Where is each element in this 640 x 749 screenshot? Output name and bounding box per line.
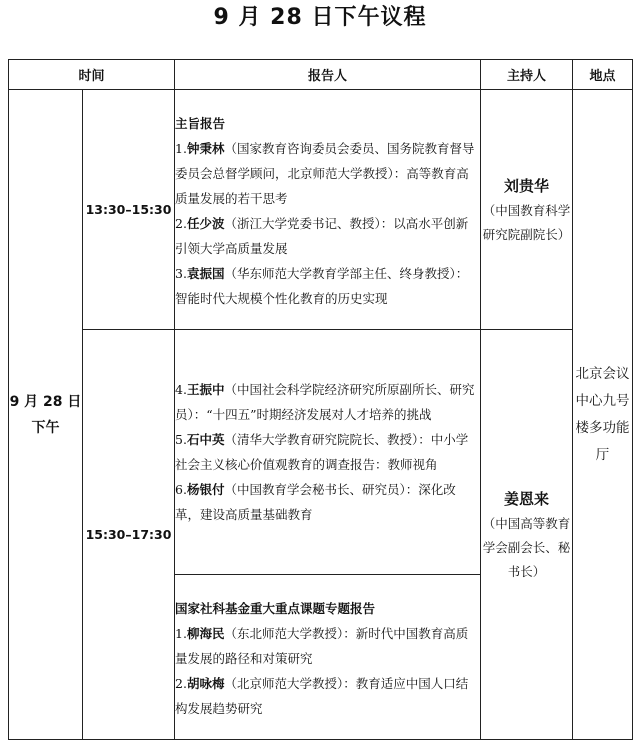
date-cell <box>9 90 83 740</box>
speaker-item <box>175 377 480 427</box>
item-number: 3. <box>175 266 187 281</box>
speaker-name: 王振中 <box>186 382 225 397</box>
speaker-item <box>175 136 480 211</box>
header-speaker: 报告人 <box>175 60 481 90</box>
header-time: 时间 <box>9 60 175 90</box>
host-cell-1 <box>481 90 573 330</box>
item-number: 5. <box>175 432 187 447</box>
session-row-1 <box>9 90 633 330</box>
speaker-detail: （东北师范大学教授）：新时代中国教育高质量发展的路径和对策研究 <box>175 626 469 666</box>
speaker-detail: （中国社会科学院经济研究所原副所长、研究员）：“十四五”时期经济发展对人才培养的挑战 <box>175 382 475 422</box>
time-slot-1: 13:30–15:30 <box>83 90 175 330</box>
speakers-cell-1 <box>175 90 481 330</box>
host-title: （中国高等教育学会副会长、秘书长） <box>482 515 571 579</box>
speaker-item <box>175 261 480 311</box>
agenda-table <box>8 59 633 740</box>
date-line-1: 9 月 28 日 <box>9 393 82 410</box>
speaker-detail: （清华大学教育研究院院长、教授）：中小学社会主义核心价值观教育的调查报告：教师视角 <box>175 432 469 472</box>
speaker-name: 石中英 <box>186 432 225 447</box>
speaker-item <box>175 427 480 477</box>
page-title: 9 月 28 日下午议程 <box>213 5 427 30</box>
item-number: 2. <box>175 676 187 691</box>
item-number: 6. <box>175 482 187 497</box>
section-title-keynote: 主旨报告 <box>175 116 226 131</box>
host-name: 刘贵华 <box>504 176 550 195</box>
host-title: （中国教育科学研究院副院长） <box>482 202 571 242</box>
speaker-name: 杨银付 <box>186 482 225 497</box>
header-host: 主持人 <box>481 60 573 90</box>
header-place: 地点 <box>573 60 633 90</box>
speaker-item <box>175 621 480 671</box>
speaker-name: 任少波 <box>186 216 225 231</box>
host-name: 姜恩来 <box>504 489 550 508</box>
item-number: 1. <box>175 141 187 156</box>
section-title-project: 国家社科基金重大重点课题专题报告 <box>175 601 376 616</box>
speaker-item <box>175 477 480 527</box>
item-number: 1. <box>175 626 187 641</box>
item-number: 4. <box>175 382 187 397</box>
speaker-item <box>175 211 480 261</box>
speakers-cell-2 <box>175 330 481 575</box>
speaker-detail: （浙江大学党委书记、教授）：以高水平创新引领大学高质量发展 <box>175 216 469 256</box>
date-line-2: 下午 <box>31 419 60 436</box>
speaker-name: 柳海民 <box>186 626 225 641</box>
speaker-name: 钟秉林 <box>186 141 225 156</box>
speaker-detail: （国家教育咨询委员会委员、国务院教育督导委员会总督学顾问，北京师范大学教授）：高等教育高质量发展的若干思考 <box>175 141 475 206</box>
session-row-2 <box>9 330 633 575</box>
host-cell-2 <box>481 330 573 740</box>
speaker-name: 袁振国 <box>186 266 225 281</box>
item-number: 2. <box>175 216 187 231</box>
speaker-detail: （北京师范大学教授）：教育适应中国人口结构发展趋势研究 <box>175 676 469 716</box>
speaker-detail: （华东师范大学教育学部主任、终身教授）：智能时代大规模个性化教育的历史实现 <box>175 266 469 306</box>
speaker-detail: （中国教育学会秘书长、研究员）：深化改革，建设高质量基础教育 <box>175 482 456 522</box>
speaker-name: 胡咏梅 <box>186 676 225 691</box>
speaker-item <box>175 671 480 721</box>
speakers-cell-3 <box>175 575 481 740</box>
time-slot-2: 15:30–17:30 <box>83 330 175 740</box>
header-row <box>9 60 633 90</box>
venue-cell: 北京会议中心九号楼多功能厅 <box>573 90 633 740</box>
